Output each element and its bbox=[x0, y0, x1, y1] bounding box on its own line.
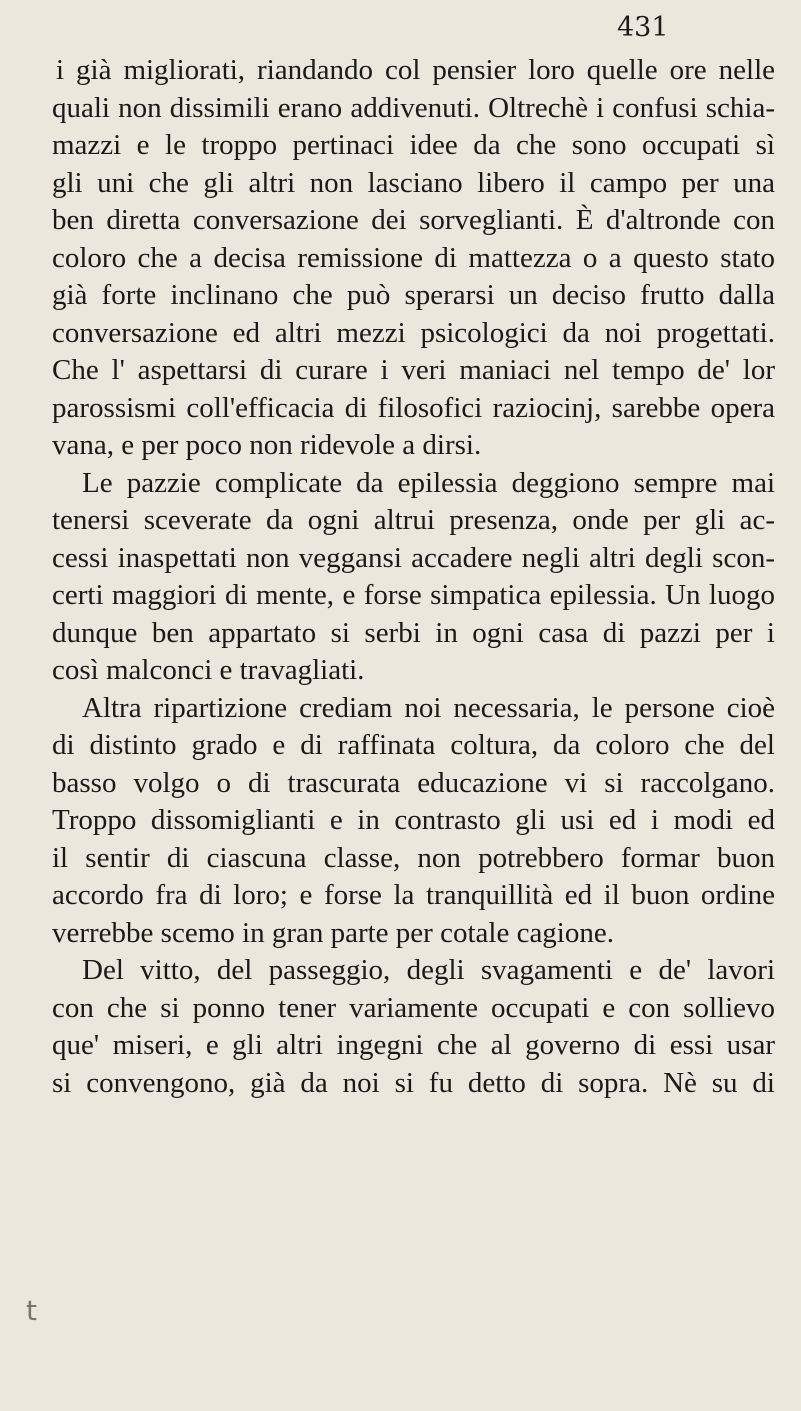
text-line: dunque ben appartato si serbi in ogni casa di pazzi per i bbox=[52, 617, 775, 649]
text-line: Del vitto, del passeggio, degli svagamenti e de' lavori bbox=[82, 954, 775, 986]
text-line: con che si ponno tener variamente occupati e con sollievo bbox=[52, 992, 775, 1024]
text-line: Le pazzie complicate da epilessia deggiono sempre mai bbox=[82, 467, 775, 499]
page-number: 431 bbox=[617, 12, 669, 43]
text-line: così malconci e travagliati. bbox=[52, 654, 365, 686]
text-line: conversazione ed altri mezzi psicologici da noi progettati. bbox=[52, 317, 775, 349]
text-line: Che l' aspettarsi di curare i veri maniaci nel tempo de' lor bbox=[52, 354, 775, 386]
text-line: verrebbe scemo in gran parte per cotale cagione. bbox=[52, 917, 614, 949]
footer-mark: t bbox=[26, 1294, 37, 1327]
text-line: ben diretta conversazione dei sorveglianti. È d'altronde con bbox=[52, 204, 775, 236]
text-line: cessi inaspettati non veggansi accadere negli altri degli scon- bbox=[52, 542, 775, 574]
text-line: que' miseri, e gli altri ingegni che al governo di essi usar bbox=[52, 1029, 775, 1061]
text-line: vana, e per poco non ridevole a dirsi. bbox=[52, 429, 482, 461]
text-line: si convengono, già da noi si fu detto di sopra. Nè su di bbox=[52, 1067, 775, 1099]
text-line: quali non dissimili erano addivenuti. Oltrechè i confusi schia- bbox=[52, 92, 775, 124]
text-line: parossismi coll'efficacia di filosofici raziocinj, sarebbe opera bbox=[52, 392, 775, 424]
text-line: basso volgo o di trascurata educazione vi si raccolgano. bbox=[52, 767, 775, 799]
text-line: mazzi e le troppo pertinaci idee da che sono occupati sì bbox=[52, 129, 775, 161]
text-line: tenersi sceverate da ogni altrui presenza, onde per gli ac- bbox=[52, 504, 775, 536]
text-line: Troppo dissomiglianti e in contrasto gli usi ed i modi ed bbox=[52, 804, 775, 836]
text-line: di distinto grado e di raffinata coltura, da coloro che del bbox=[52, 729, 775, 761]
text-line: gli uni che gli altri non lasciano libero il campo per una bbox=[52, 167, 775, 199]
text-line: coloro che a decisa remissione di mattezza o a questo stato bbox=[52, 242, 775, 274]
text-line: certi maggiori di mente, e forse simpatica epilessia. Un luogo bbox=[52, 579, 775, 611]
text-line: il sentir di ciascuna classe, non potrebbero formar buon bbox=[52, 842, 775, 874]
text-line: già forte inclinano che può sperarsi un deciso frutto dalla bbox=[52, 279, 775, 311]
text-line: accordo fra di loro; e forse la tranquillità ed il buon ordine bbox=[52, 879, 775, 911]
text-line: Altra ripartizione crediam noi necessaria, le persone cioè bbox=[82, 692, 775, 724]
text-line: i già migliorati, riandando col pensier loro quelle ore nelle bbox=[56, 54, 775, 86]
